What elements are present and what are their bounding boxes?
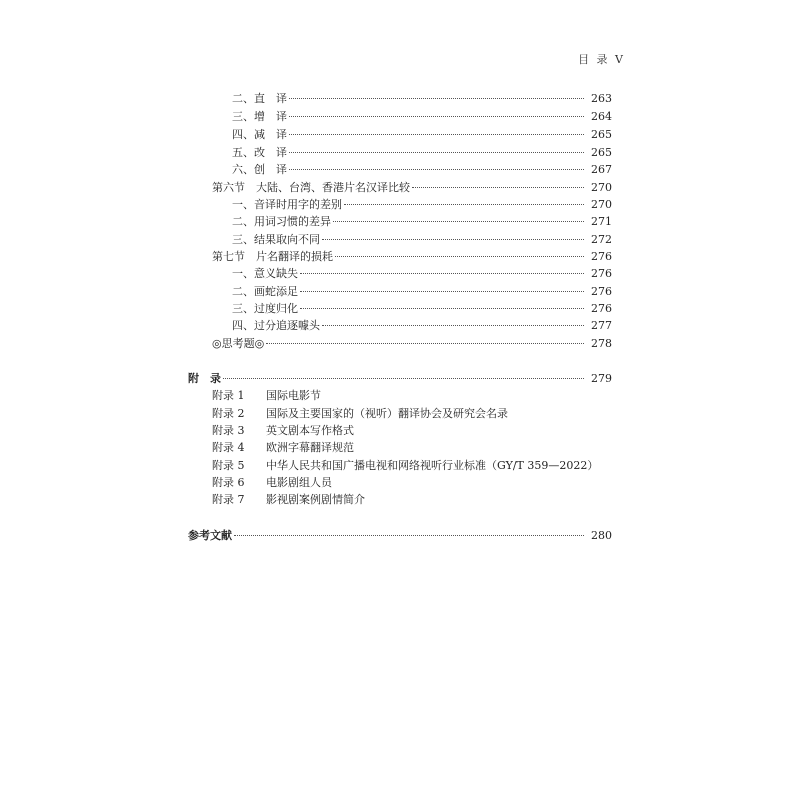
toc-entry [212, 336, 612, 352]
toc-entry-page: 276 [591, 302, 612, 315]
dot-leader [223, 378, 584, 379]
toc-entry-label: 五、改 译 [232, 146, 287, 159]
toc-entry-label: 一、音译时用字的差别 [232, 198, 342, 211]
toc-entry [232, 197, 612, 213]
dot-leader [335, 256, 584, 257]
toc-entry [232, 232, 612, 248]
appendix-item [212, 423, 354, 439]
toc-entry [232, 301, 612, 317]
appendix-item [212, 458, 598, 474]
appendix-number: 附录 6 [212, 476, 245, 489]
dot-leader [322, 325, 584, 326]
toc-entry-page: 272 [591, 233, 612, 246]
appendix-title: 电影剧组人员 [266, 476, 332, 489]
toc-entry [232, 109, 612, 125]
toc-entry-page: 276 [591, 267, 612, 280]
dot-leader [412, 187, 584, 188]
toc-entry-label: 六、创 译 [232, 163, 287, 176]
dot-leader [289, 116, 584, 117]
dot-leader [266, 343, 584, 344]
appendix-number: 附录 3 [212, 424, 245, 437]
toc-entry-label: 三、过度归化 [232, 302, 298, 315]
toc-entry-label: 三、结果取向不同 [232, 233, 320, 246]
toc-section [212, 180, 612, 196]
toc-chapter [188, 528, 612, 544]
appendix-item [212, 440, 354, 456]
toc-entry [232, 214, 612, 230]
toc-entry [232, 145, 612, 161]
toc-entry-page: 271 [591, 215, 612, 228]
appendix-title: 国际及主要国家的（视听）翻译协会及研究会名录 [266, 407, 508, 420]
toc-entry-page: 277 [591, 319, 612, 332]
dot-leader [289, 169, 584, 170]
appendix-title: 中华人民共和国广播电视和网络视听行业标准（GY/T 359—2022） [266, 459, 599, 472]
dot-leader [300, 291, 584, 292]
toc-entry-page: 270 [591, 198, 612, 211]
toc-entry-page: 276 [591, 250, 612, 263]
toc-entry-page: 276 [591, 285, 612, 298]
toc-entry-label: 第七节 片名翻译的损耗 [212, 250, 333, 263]
appendix-title: 国际电影节 [266, 389, 321, 402]
toc-entry-page: 263 [591, 92, 612, 105]
appendix-number: 附录 5 [212, 459, 245, 472]
toc-entry-page: 264 [591, 110, 612, 123]
toc-entry [232, 318, 612, 334]
toc-entry-label: 二、直 译 [232, 92, 287, 105]
running-head: 目 录 V [578, 53, 625, 66]
dot-leader [289, 134, 584, 135]
toc-entry-label: 一、意义缺失 [232, 267, 298, 280]
appendix-item [212, 388, 321, 404]
toc-entry-label: 四、过分追逐噱头 [232, 319, 320, 332]
dot-leader [344, 204, 584, 205]
toc-entry-label: ◎思考题◎ [212, 337, 265, 350]
toc-entry-label: 二、画蛇添足 [232, 285, 298, 298]
toc-entry-page: 265 [591, 146, 612, 159]
toc-entry-label: 二、用词习惯的差异 [232, 215, 331, 228]
toc-chapter [188, 371, 612, 387]
appendix-number: 附录 7 [212, 493, 245, 506]
appendix-number: 附录 1 [212, 389, 245, 402]
dot-leader [333, 221, 584, 222]
dot-leader [322, 239, 584, 240]
toc-entry [232, 91, 612, 107]
toc-entry [232, 266, 612, 282]
toc-entry-page: 278 [591, 337, 612, 350]
dot-leader [289, 152, 584, 153]
appendix-title: 欧洲字幕翻译规范 [266, 441, 354, 454]
toc-entry [232, 162, 612, 178]
appendix-number: 附录 4 [212, 441, 245, 454]
toc-entry [232, 284, 612, 300]
dot-leader [234, 535, 584, 536]
toc-entry-label: 四、减 译 [232, 128, 287, 141]
appendix-title: 英文剧本写作格式 [266, 424, 354, 437]
toc-entry-label: 三、增 译 [232, 110, 287, 123]
toc-entry [232, 127, 612, 143]
toc-entry-page: 280 [591, 529, 612, 542]
toc-entry-page: 267 [591, 163, 612, 176]
dot-leader [300, 308, 584, 309]
toc-section [212, 249, 612, 265]
appendix-number: 附录 2 [212, 407, 245, 420]
appendix-title: 影视剧案例剧情简介 [266, 493, 365, 506]
toc-entry-page: 270 [591, 181, 612, 194]
dot-leader [289, 98, 584, 99]
toc-entry-page: 265 [591, 128, 612, 141]
toc-entry-page: 279 [591, 372, 612, 385]
toc-entry-label: 参考文献 [188, 529, 232, 542]
dot-leader [300, 273, 584, 274]
appendix-item [212, 492, 365, 508]
toc-entry-label: 附 录 [188, 372, 221, 385]
toc-entry-label: 第六节 大陆、台湾、香港片名汉译比较 [212, 181, 410, 194]
appendix-item [212, 475, 332, 491]
appendix-item [212, 406, 508, 422]
